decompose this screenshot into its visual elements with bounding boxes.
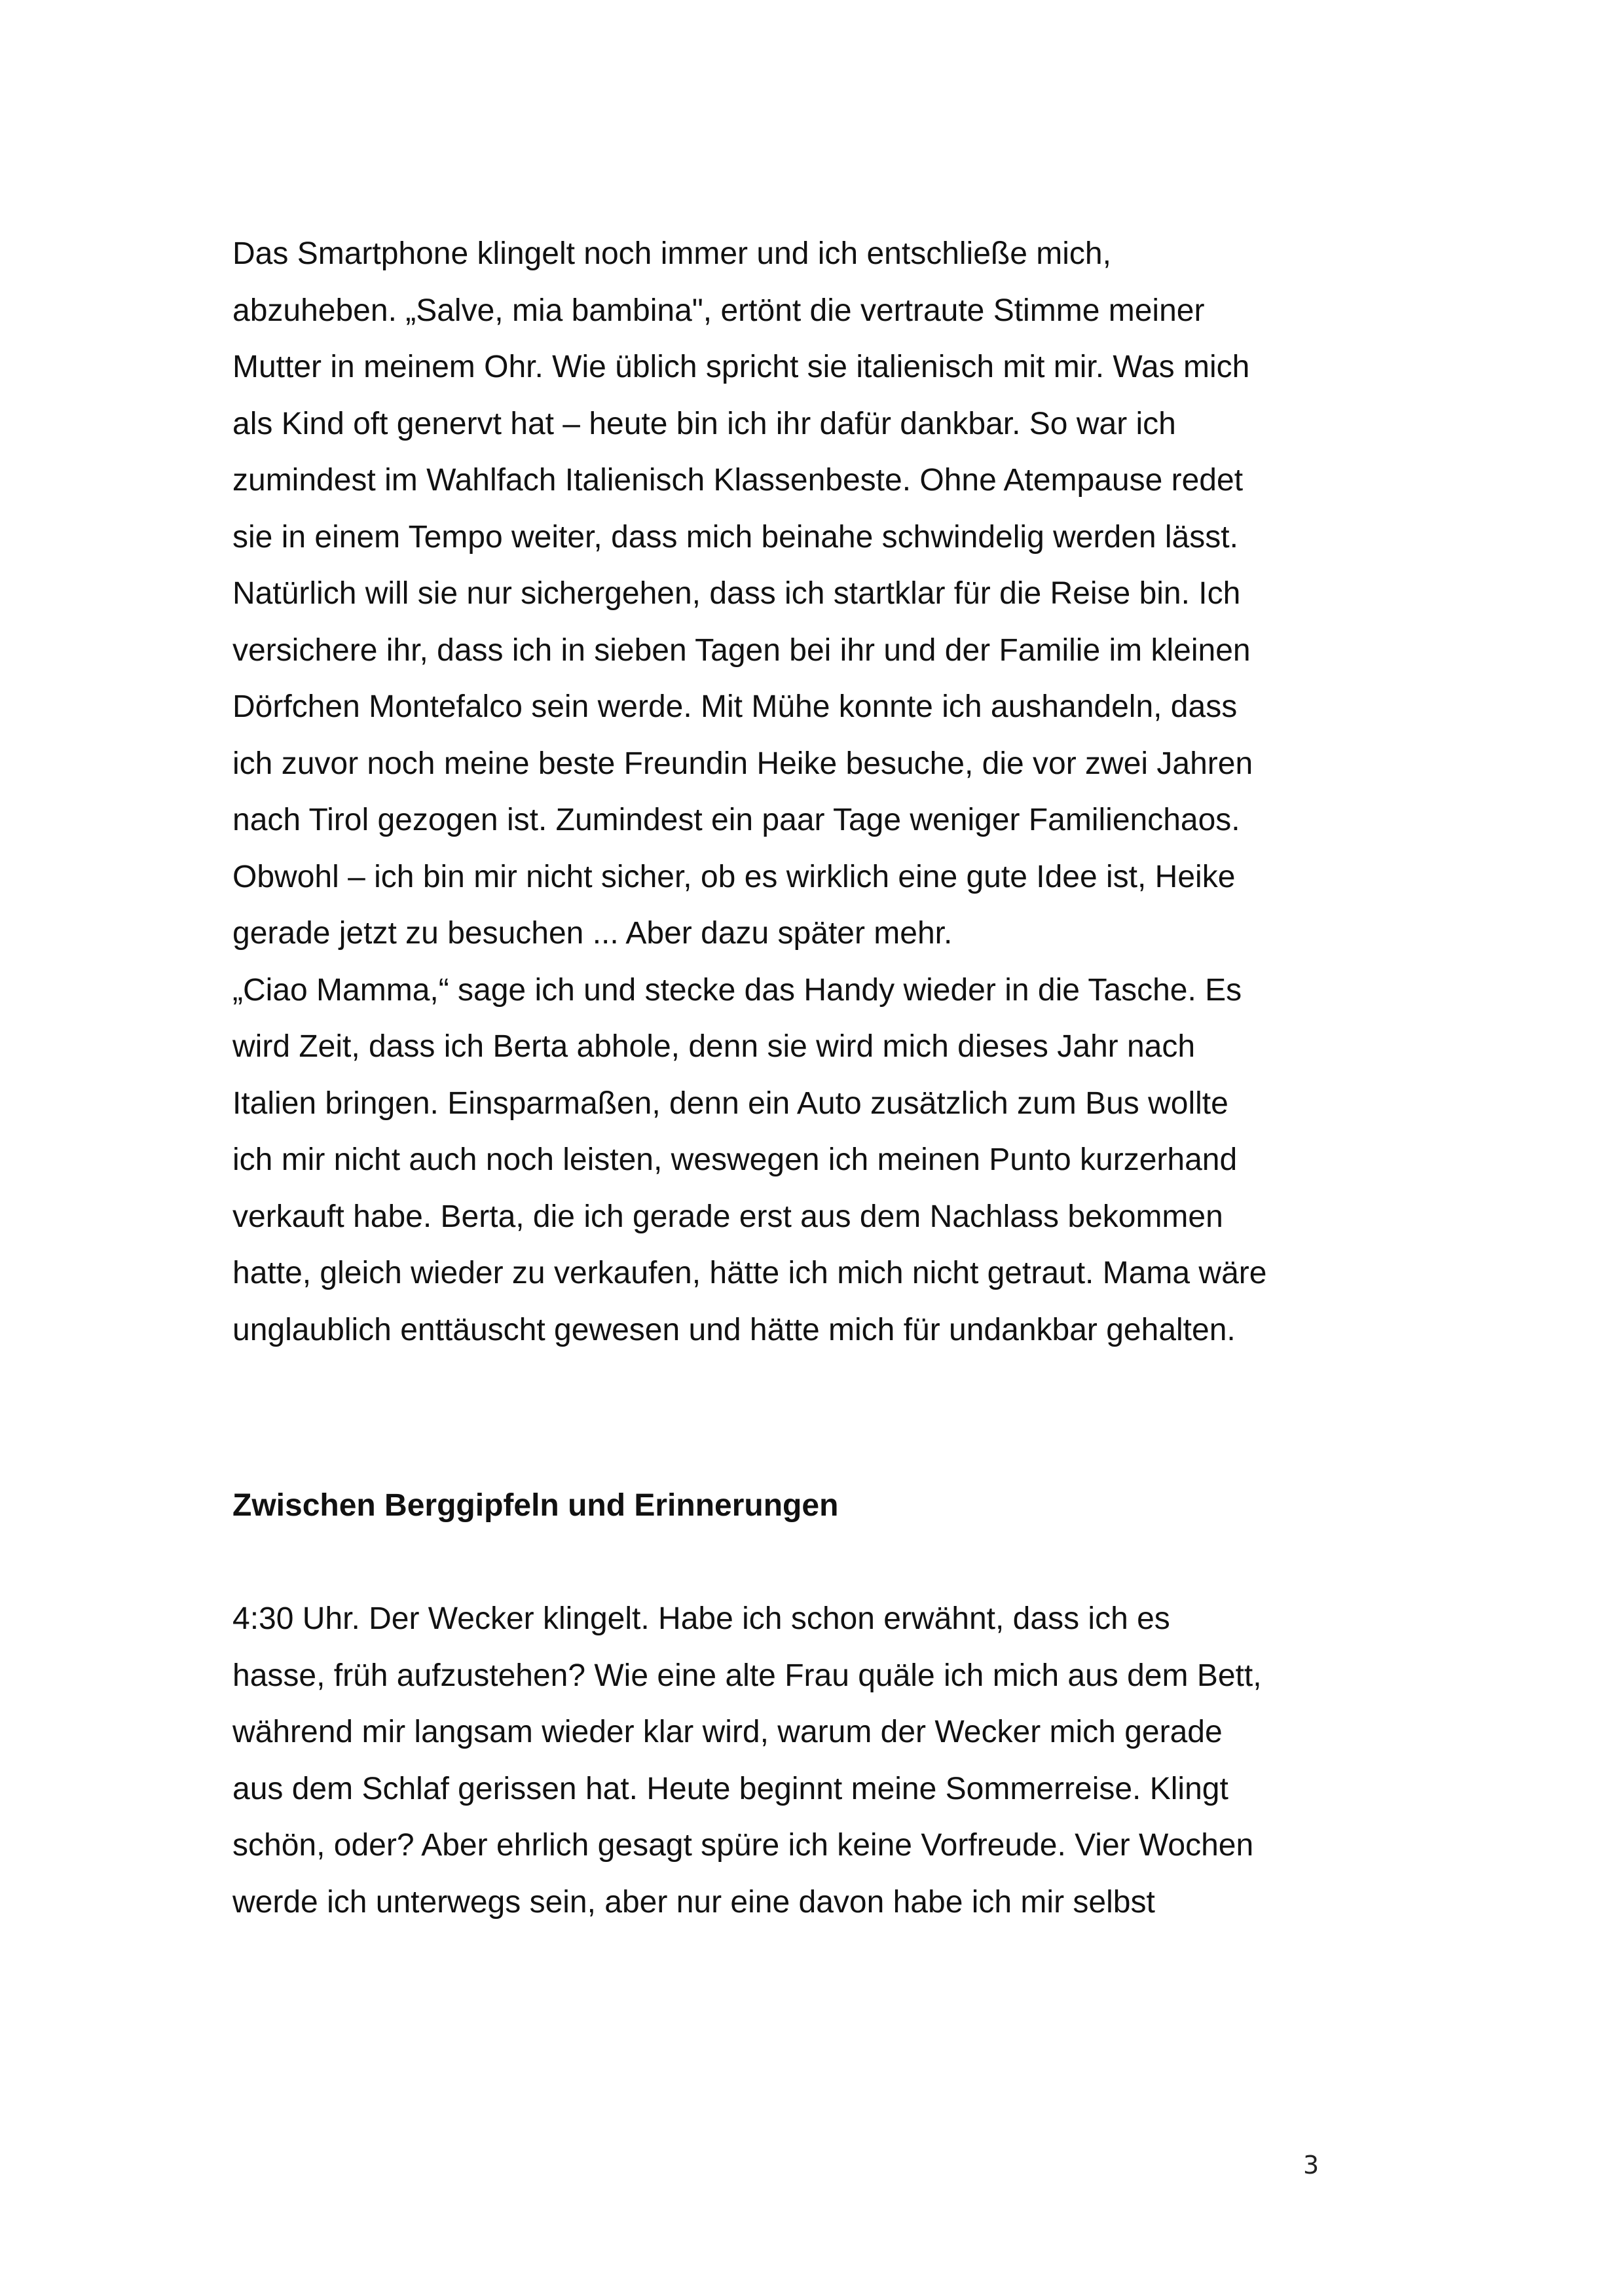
text-line-4: als Kind oft genervt hat – heute bin ich ihr dafür dankbar. So war ich	[232, 406, 1176, 441]
text-line-17: ich mir nicht auch noch leisten, weswegen ich meinen Punto kurzerhand	[232, 1142, 1238, 1177]
text-line-19: hatte, gleich wieder zu verkaufen, hätte ich mich nicht getraut. Mama wäre	[232, 1256, 1267, 1290]
text-line-15: wird Zeit, dass ich Berta abhole, denn sie wird mich dieses Jahr nach	[232, 1029, 1196, 1064]
text-line-18: verkauft habe. Berta, die ich gerade erst aus dem Nachlass bekommen	[232, 1199, 1223, 1234]
text-line-8: versichere ihr, dass ich in sieben Tagen bei ihr und der Familie im kleinen	[232, 632, 1251, 668]
text-line-23: während mir langsam wieder klar wird, warum der Wecker mich gerade	[232, 1715, 1223, 1749]
text-line-10: ich zuvor noch meine beste Freundin Heike besuche, die vor zwei Jahren	[232, 746, 1253, 781]
text-line-7: Natürlich will sie nur sichergehen, dass ich startklar für die Reise bin. Ich	[232, 576, 1241, 611]
text-line-26: werde ich unterwegs sein, aber nur eine davon habe ich mir selbst	[232, 1884, 1155, 1920]
text-line-5: zumindest im Wahlfach Italienisch Klassenbeste. Ohne Atempause redet	[232, 463, 1244, 498]
text-line-24: aus dem Schlaf gerissen hat. Heute beginnt meine Sommerreise. Klingt	[232, 1771, 1228, 1806]
text-line-1: Das Smartphone klingelt noch immer und ich entschließe mich,	[232, 236, 1111, 271]
section-heading: Zwischen Berggipfeln und Erinnerungen	[232, 1488, 839, 1523]
text-line-14: „Ciao Mamma,“ sage ich und stecke das Handy wieder in die Tasche. Es	[232, 972, 1242, 1008]
second-section-text	[232, 1591, 1339, 1931]
text-line-11: nach Tirol gezogen ist. Zumindest ein paar Tage weniger Familienchaos.	[232, 803, 1240, 837]
text-line-9: Dörfchen Montefalco sein werde. Mit Mühe konnte ich aushandeln, dass	[232, 689, 1238, 724]
first-section-text	[232, 226, 1339, 1358]
text-line-21: 4:30 Uhr. Der Wecker klingelt. Habe ich schon erwähnt, dass ich es	[232, 1601, 1170, 1636]
page-number: 3	[1303, 2151, 1320, 2179]
text-line-22: hasse, früh aufzustehen? Wie eine alte Frau quäle ich mich aus dem Bett,	[232, 1658, 1262, 1693]
text-line-13: gerade jetzt zu besuchen ... Aber dazu später mehr.	[232, 916, 953, 951]
text-line-16: Italien bringen. Einsparmaßen, denn ein Auto zusätzlich zum Bus wollte	[232, 1085, 1228, 1121]
text-line-3: Mutter in meinem Ohr. Wie üblich spricht sie italienisch mit mir. Was mich	[232, 350, 1250, 384]
text-line-25: schön, oder? Aber ehrlich gesagt spüre ich keine Vorfreude. Vier Wochen	[232, 1828, 1254, 1863]
text-line-6: sie in einem Tempo weiter, dass mich beinahe schwindelig werden lässt.	[232, 519, 1238, 555]
text-line-20: unglaublich enttäuscht gewesen und hätte mich für undankbar gehalten.	[232, 1312, 1236, 1347]
text-line-2: abzuheben. „Salve, mia bambina", ertönt die vertraute Stimme meiner	[232, 293, 1205, 328]
text-line-12: Obwohl – ich bin mir nicht sicher, ob es wirklich eine gute Idee ist, Heike	[232, 859, 1236, 894]
